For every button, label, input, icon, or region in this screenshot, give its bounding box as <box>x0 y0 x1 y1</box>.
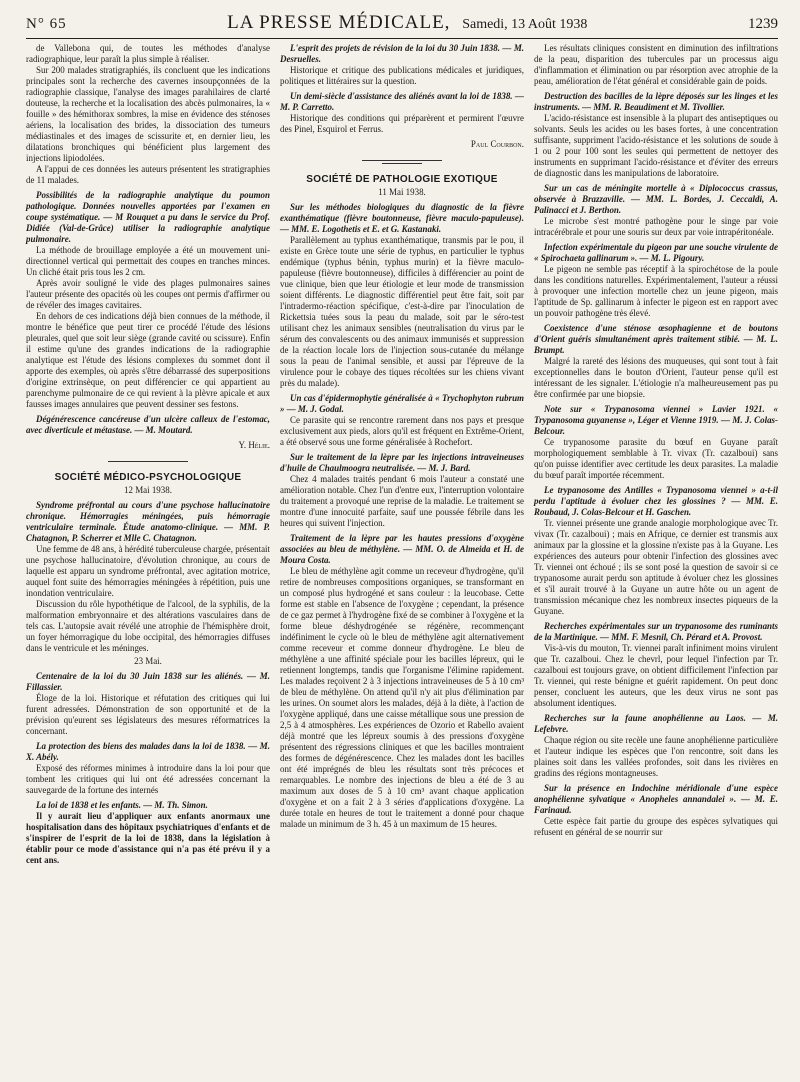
issue-date: Samedi, 13 Août 1938 <box>462 17 588 32</box>
paragraph: Cette espèce fait partie du groupe des espèces sylvatiques qui refusent en général de se nourrir sur <box>534 816 778 837</box>
paragraph: Il y aurait lieu d'appliquer aux enfants anormaux une hospitalisation dans des hôpitaux psychiatriques d'enfants et de s'inspirer de l'esprit de la loi de 1838, dans la législation à établir pour ce mode d'assistance qui n'a pas été prévu il y a cent ans. <box>26 811 270 865</box>
article-heading: Infection expérimentale du pigeon par une souche virulente de « Spirochaeta gallinarum ». — M. L. Pigoury. <box>534 242 778 263</box>
article-heading: La protection des biens des malades dans la loi de 1838. — M. X. Abély. <box>26 741 270 762</box>
paragraph: Discussion du rôle hypothétique de l'alcool, de la syphilis, de la malformation embryonnaire et des altérations vasculaires dans de tels cas. L'autopsie avait révélé une atrophie de l'hémisphère droit, un foyer hémorragique du lobe occipital, des hémorragies diffuses dans le ventricule et les méninges. <box>26 599 270 653</box>
page-number: 1239 <box>747 16 778 32</box>
section-divider-short <box>382 163 422 164</box>
paragraph: Exposé des réformes minimes à introduire dans la loi pour que tombent les critiques qui lui ont été adressées concernant la sauvegarde de la fortune des internés <box>26 763 270 795</box>
column-middle <box>280 43 524 866</box>
session-date: 23 Mai. <box>134 656 162 666</box>
paragraph: Ce trypanosome parasite du bœuf en Guyane paraît morphologiquement semblable à Tr. vivax (Tr. cazalboui) sans qu'on puisse identifier avec certitude les deux parasites. La maladie du bœuf paraît importée récemment. <box>534 437 778 480</box>
signature: Paul Courbon. <box>470 139 524 149</box>
article-heading: Sur un cas de méningite mortelle à « Diplococcus crassus, observée à Brazzaville. — MM. L. Bordes, J. Ceccaldi, A. Palinacci et J. Berthon. <box>534 183 778 215</box>
signature: Y. Hélie. <box>238 440 270 450</box>
article-heading: Un demi-siècle d'assistance des aliénés avant la loi de 1838. — M. P. Carretto. <box>280 91 524 112</box>
paragraph: L'acido-résistance est insensible à la plupart des antiseptiques ou solvants. Seuls les acides ou les bases fortes, à une concentration suffisante, suppriment l'acido-résistance et les solutions de soude à 1 ou 2 pour 100 sont les seules qui permettent de nettoyer des instruments en supprimant l'acido-résistance et d'éviter des erreurs de diagnostic dans les manipulations de laboratoire. <box>534 113 778 178</box>
paragraph: Tr. viennei présente une grande analogie morphologique avec Tr. vivax (Tr. cazalboui) ; mais en Afrique, ce dernier est transmis aux animaux par la glossine et la glossine n'existe pas à la Guyane. Les expériences des auteurs pour obtenir l'infection des glossines avec Tr. viennei ont échoué ; ils se sont posé la question de savoir si ce trypanosome aurait perdu son aptitude à évoluer chez les glossines et s'il aurait trouvé à la Guyane un autre hôte ou un agent de transmission mécanique chez les nombreux insectes piqueurs de la Guyane. <box>534 518 778 616</box>
article-heading: Possibilités de la radiographie analytique du poumon pathologique. Données nouvelles apportées par l'examen en coupe systématique. — M Rouquet a pu dans le service du Prof. Didiée (Val-de-Grâce) utiliser la radiographie analytique pulmonaire. <box>26 190 270 244</box>
paragraph: Après avoir souligné le vide des plages pulmonaires saines l'auteur présente des opacités où les coupes ont permis d'affirmer ou de révéler des images cavitaires. <box>26 278 270 310</box>
paragraph: Le microbe s'est montré pathogène pour le singe par voie intracérébrale et pour une souris sur deux par voie intrapéritonéale. <box>534 216 778 237</box>
article-heading: L'esprit des projets de révision de la loi du 30 Juin 1838. — M. Desruelles. <box>280 43 524 64</box>
paragraph: Le bleu de méthylène agit comme un receveur d'hydrogène, qu'il retire de nombreuses compositions organiques, se transformant en un composé plus hydrogéné et sans couleur : la leucobase. Cette forme est stable en l'absence de l'oxygène ; cependant, la présence de ce gaz permet à l'hydrogène fixé de se combiner à l'oxygène et la forme bleue déshydrogénée se régénère, recommençant indéfiniment le cycle où le bleu de méthylène agit alternativement comme receveur et comme donneur d'hydrogène. Le bleu de méthylène a une affinité spéciale pour les bacilles lépreux, qui le retiennent longtemps, tandis que l'organisme l'élimine rapidement. Les malades reçoivent 2 à 3 injections intraveineuses de 5 à 10 cm³ de bleu de méthylène. On attend qu'il n'y ait plus d'élimination par les urines. On soumet alors les malades, déjà à la diète, à l'action de l'oxygène appliqué, dans une caisse métallique sous une pression de 2,5 à 4 atmosphères. Les expériences de Ozorio et Rabello avaient déjà montré que les lépreux soumis à des pressions d'oxygène présentent des régressions cliniques et que les bacilles montraient des formes de dégénérescence. Chez les malades dont les bacilles ont été imprégnés de bleu les résultats sont très précoces et remarquables. Le nombre des injections de bleu a été de 3 au maximum aux doses de 5 à 10 cm³ avant chaque application d'oxygène et on a fait 2 à 3 séries d'applications d'oxygène. La durée totale en heures de tout le traitement a donné pour chaque malade un minimum de 3 h. 45 à un maximum de 15 heures. <box>280 566 524 829</box>
article-heading: Sur les méthodes biologiques du diagnostic de la fièvre exanthématique (fièvre boutonneuse, fièvre maculo-papuleuse). — MM. E. Logothetis et E. et G. Kastanaki. <box>280 202 524 234</box>
issue-number: N° 65 <box>26 16 67 32</box>
paragraph: Une femme de 48 ans, à hérédité tuberculeuse chargée, présentait une psychose hallucinatoire, d'évolution chronique, au cours de laquelle est apparu un syndrome préfrontal, avec agitation motrice, auquel font suite des hémorragies méningées à répétition, puis une inondation ventriculaire. <box>26 544 270 598</box>
article-heading: Traitement de la lèpre par les hautes pressions d'oxygène associées au bleu de méthylène. — MM. O. de Almeida et H. de Moura Costa. <box>280 533 524 565</box>
paragraph: Vis-à-vis du mouton, Tr. viennei paraît infiniment moins virulent que Tr. cazalboui. Chez le chevrl, pour lequel l'infection par Tr. cazalboui est toujours grave, on obtient difficilement l'infection par Tr. viennei, qui reste bénigne et guérit rapidement. On peut donc penser, concluent les auteurs, que les deux virus ne sont pas absolument identiques. <box>534 643 778 708</box>
paragraph: Chaque région ou site recèle une faune anophélienne particulière et l'auteur indique les espèces que l'on rencontre, soit dans les plaines soit dans les vallées profondes, soit dans les rivières en gradins des régions montagneuses. <box>534 735 778 778</box>
paragraph: A l'appui de ces données les auteurs présentent les stratigraphies de 11 malades. <box>26 164 270 185</box>
session-date: 12 Mai 1938. <box>124 485 172 495</box>
article-heading: Recherches expérimentales sur un trypanosome des ruminants de la Martinique. — MM. F. Mesnil, Ch. Pérard et A. Provost. <box>534 621 778 642</box>
article-heading: La loi de 1838 et les enfants. — M. Th. Simon. <box>36 800 208 810</box>
journal-title: LA PRESSE MÉDICALE, <box>227 12 451 33</box>
section-divider <box>362 160 442 161</box>
article-heading: Sur la présence en Indochine méridionale d'une espèce anophélienne sylvatique « Anopheles annandalei ». — M. E. Farinaud. <box>534 783 778 815</box>
paragraph: Chez 4 malades traités pendant 6 mois l'auteur a constaté une amélioration notable. Chez l'un d'entre eux, l'interruption volontaire du traitement a provoqué une reprise de la maladie. Le traitement se montre d'une innocuité parfaite, sauf une poussée fébrile dans les heures qui suivent l'injection. <box>280 474 524 528</box>
paragraph: Éloge de la loi. Historique et réfutation des critiques qui lui furent adressées. Démonstration de son opportunité et de la prévision qu'eurent ses législateurs des mesures réformatrices la concernant. <box>26 693 270 736</box>
paragraph: Historique et critique des publications médicales et juridiques, politiques et littéraires sur la question. <box>280 65 524 86</box>
session-date: 11 Mai 1938. <box>378 187 426 197</box>
article-heading: Centenaire de la loi du 30 Juin 1838 sur les aliénés. — M. Fillassier. <box>26 671 270 692</box>
article-heading: Destruction des bacilles de la lèpre déposés sur les linges et les instruments. — MM. R. Beaudiment et M. Tivollier. <box>534 91 778 112</box>
paragraph: Parallèlement au typhus exanthématique, transmis par le pou, il existe en Grèce toute une série de typhus, en particulier le typhus endémique (typhus bénin, typhus murin) et la fièvre maculo-papuleuse (fièvre boutonneuse), difficiles à différencier au point de vue clinique, bien que leur étiologie et leur mode de transmission soient différents. Le diagnostic différentiel peut être fait, soit par l'intradermo-réaction spécifique, c'est-à-dire par l'inoculation de Rickettsia tuées sous la peau du malade, soit par le séro-test utilisant chez les animaux sensibles (neutralisation du virus par le sérum des convalescents ou des animaux immunisés et suppression de la réaction locale lors de l'injection sous-cutanée du mélange sous la peau de l'animal sensible, et aussi par l'épreuve de la virulence pour le cobaye des tiques récoltées sur les chiens vivant près du malade). <box>280 235 524 388</box>
paragraph: Les résultats cliniques consistent en diminution des infiltrations de la peau, disparition des tubercules par un processus aigu d'inflammation et élimination ou par résorption avec atrophie de la peau, amélioration de l'état général et considérable gain de poids. <box>534 43 778 86</box>
column-right <box>534 43 778 866</box>
article-heading: Note sur « Trypanosoma viennei » Lavier 1921. « Trypanosoma guyanense », Léger et Vienne 1919. — M. J. Colas-Belcour. <box>534 404 778 436</box>
paragraph: Ce parasite qui se rencontre rarement dans nos pays et presque exclusivement aux pieds, alors qu'il est fréquent en Extrême-Orient, a été observé sous une forme généralisée à Rochefort. <box>280 415 524 447</box>
page-header <box>26 12 778 39</box>
article-heading: Sur le traitement de la lèpre par les injections intraveineuses d'huile de Chaulmoogra neutralisée. — M. J. Bard. <box>280 452 524 473</box>
article-heading: Le trypanosome des Antilles « Trypanosoma viennei » a-t-il perdu l'aptitude à évoluer chez les glossines ? — MM. E. Roubaud, J. Colas-Belcour et H. Gaschen. <box>534 485 778 517</box>
article-heading: Coexistence d'une sténose œsophagienne et de boutons d'Orient guéris simultanément après traitement stibié. — M. L. Brumpt. <box>534 323 778 355</box>
article-heading: Recherches sur la faune anophélienne au Laos. — M. Lefebvre. <box>534 713 778 734</box>
paragraph: Sur 200 malades stratigraphiés, ils concluent que les indications principales sont la recherche des cavernes insoupçonnées de la radiographie classique, l'analyse des images parahilaires de clarté douteuse, la recherche et la localisation des abcès pulmonaires, la « fouille » des hémithorax sombres, la mise en évidence des sténoses aériens, la localisation des brides, la dissociation des tumeurs médiastinales et des images de scissurite et, en dernier lieu, les dilatations bronchiques qui bénéficient plus largement des injections lipiodolées. <box>26 65 270 163</box>
paragraph: Le pigeon ne semble pas réceptif à la spirochétose de la poule dans les conditions naturelles. Expérimentalement, l'auteur a réussi à provoquer une infection mortelle chez un jeune pigeon, mais l'aptitude de Sp. gallinarum à infecter le pigeon est en rapport avec un pouvoir pathogène très élevé. <box>534 264 778 318</box>
article-columns <box>26 43 778 866</box>
article-heading: Un cas d'épidermophytie généralisée à « Trychophyton rubrum » — M. J. Godal. <box>280 393 524 414</box>
article-heading: Dégénérescence cancéreuse d'un ulcère calleux de l'estomac, avec diverticule et métastase. — M. Moutard. <box>26 414 270 435</box>
paragraph: Malgré la rareté des lésions des muqueuses, qui sont tout à fait exceptionnelles dans le bouton d'Orient, l'auteur pense qu'il est intéressant de les signaler. L'étiologie n'a malheureusement pas pu être confirmée par une biopsie. <box>534 356 778 399</box>
section-title: SOCIÉTÉ MÉDICO-PSYCHOLOGIQUE <box>54 472 242 483</box>
paragraph: En dehors de ces indications déjà bien connues de la méthode, il montre le bénéfice que peut tirer ce procédé l'étude des lésions pleurales, quel que soit leur siège (grande cavité ou scissure). Enfin il estime qu'une des grandes indications de la radiographie analytique est l'étude des lésions complexes du sommet dont il apporte des exemples, où après s'être débarrassé des superpositions d'origine extrinsèque, on peut différencier ce qui appartient au parenchyme pulmonaire de ce qui revient à la plèvre apicale et aux fausses images annulaires que peuvent dessiner ses festons. <box>26 311 270 409</box>
section-title: SOCIÉTÉ DE PATHOLOGIE EXOTIQUE <box>306 174 498 185</box>
section-divider <box>108 461 188 462</box>
column-left <box>26 43 270 866</box>
masthead <box>227 12 587 34</box>
paragraph: de Vallebona qui, de toutes les méthodes d'analyse radiographique, leur paraît la plus simple à réaliser. <box>26 43 270 64</box>
article-heading: Syndrome préfrontal au cours d'une psychose hallucinatoire chronique. Hémorragies méningées, puis hémorragie ventriculaire terminale. Étude anatomo-clinique. — MM. P. Chatagnon, P. Scherrer et Mlle C. Chatagnon. <box>26 500 270 543</box>
paragraph: Historique des conditions qui préparèrent et permirent l'œuvre des Pinel, Esquirol et Ferrus. <box>280 113 524 134</box>
paragraph: La méthode de brouillage employée a été un mouvement uni-directionnel vertical qui permettait des coupes en tranches minces. Un cliché était pris tous les 2 cm. <box>26 245 270 277</box>
